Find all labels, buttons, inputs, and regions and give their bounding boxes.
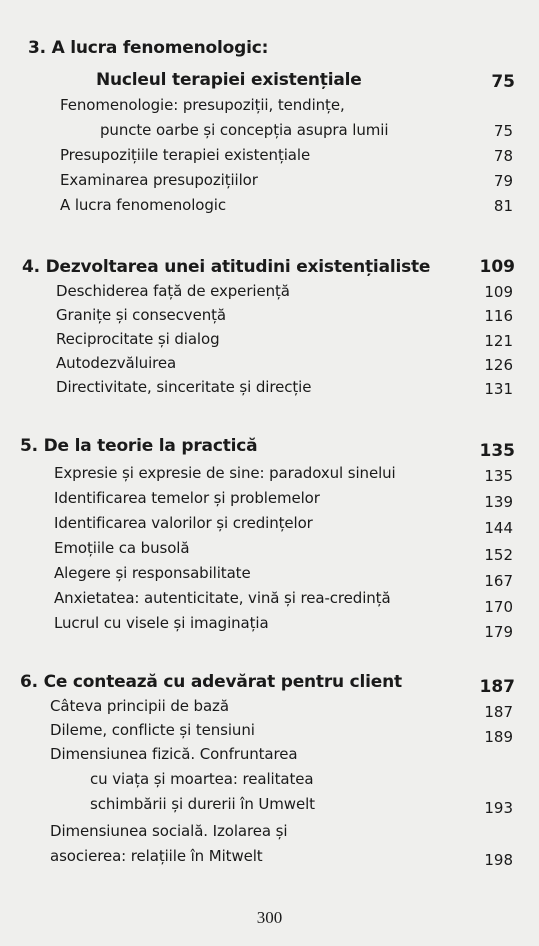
chapter-4-title: 4. Dezvoltarea unei atitudini existențialiste bbox=[22, 257, 431, 277]
toc-entry-line: Expresie și expresie de sine: paradoxul sinelui bbox=[54, 464, 396, 482]
toc-entry-line: Dimensiunea socială. Izolarea și bbox=[50, 822, 288, 840]
toc-entry-line: schimbării și durerii în Umwelt bbox=[90, 795, 315, 813]
chapter-5-page: 135 bbox=[479, 441, 515, 461]
toc-entry-line: Anxietatea: autenticitate, vină și rea-credință bbox=[54, 589, 391, 607]
toc-entry-line: Câteva principii de bază bbox=[50, 697, 229, 715]
toc-entry-line: Alegere și responsabilitate bbox=[54, 564, 251, 582]
toc-entry-line: Autodezvăluirea bbox=[56, 354, 177, 372]
toc-entry-page: 179 bbox=[484, 623, 513, 641]
toc-entry-page: 187 bbox=[484, 703, 513, 721]
toc-entry-line: asocierea: relațiile în Mitwelt bbox=[50, 847, 263, 865]
toc-entry-page: 167 bbox=[484, 572, 513, 590]
toc-entry-page: 78 bbox=[493, 147, 513, 165]
chapter-6-title: 6. Ce contează cu adevărat pentru client bbox=[20, 672, 402, 692]
toc-entry-line: Identificarea temelor și problemelor bbox=[54, 489, 320, 507]
chapter-5-title: 5. De la teorie la practică bbox=[20, 436, 258, 456]
toc-entry-page: 193 bbox=[484, 799, 513, 817]
toc-entry-line: Reciprocitate și dialog bbox=[56, 330, 220, 348]
chapter-3-title: 3. A lucra fenomenologic: bbox=[28, 38, 269, 58]
toc-entry-page: 131 bbox=[484, 380, 513, 398]
toc-entry-line: Fenomenologie: presupoziții, tendințe, bbox=[60, 96, 345, 114]
toc-entry-page: 121 bbox=[484, 332, 513, 350]
chapter-3-page: 75 bbox=[491, 72, 515, 92]
toc-entry-line: Emoțiile ca busolă bbox=[54, 539, 190, 557]
toc-entry-page: 189 bbox=[484, 728, 513, 746]
toc-entry-line: Deschiderea față de experiență bbox=[56, 282, 290, 300]
toc-entry-page: 152 bbox=[484, 546, 513, 564]
toc-entry-page: 126 bbox=[484, 356, 513, 374]
toc-entry-line: A lucra fenomenologic bbox=[60, 196, 226, 214]
toc-entry-line: Lucrul cu visele și imaginația bbox=[54, 614, 269, 632]
toc-entry-page: 75 bbox=[493, 122, 513, 140]
toc-entry-page: 198 bbox=[484, 851, 513, 869]
chapter-4-page: 109 bbox=[479, 257, 515, 277]
toc-entry-line: Dileme, conflicte și tensiuni bbox=[50, 721, 255, 739]
chapter-3-subtitle: Nucleul terapiei existențiale bbox=[96, 70, 362, 90]
toc-entry-page: 135 bbox=[484, 467, 513, 485]
toc-entry-page: 170 bbox=[484, 598, 513, 616]
toc-entry-page: 116 bbox=[484, 307, 513, 325]
toc-entry-page: 79 bbox=[493, 172, 513, 190]
toc-entry-page: 144 bbox=[484, 519, 513, 537]
toc-entry-line: Identificarea valorilor și credințelor bbox=[54, 514, 313, 532]
toc-entry-line: Directivitate, sinceritate și direcție bbox=[56, 378, 312, 396]
toc-entry-line: Presupozițiile terapiei existențiale bbox=[60, 146, 311, 164]
toc-entry-line: Examinarea presupozițiilor bbox=[60, 171, 258, 189]
toc-entry-page: 81 bbox=[493, 197, 513, 215]
toc-entry-line: Dimensiunea fizică. Confruntarea bbox=[50, 745, 298, 763]
toc-entry-line: puncte oarbe și concepția asupra lumii bbox=[100, 121, 389, 139]
toc-entry-page: 139 bbox=[484, 493, 513, 511]
chapter-6-page: 187 bbox=[479, 677, 515, 697]
page-number: 300 bbox=[256, 908, 283, 927]
toc-entry-line: Granițe și consecvență bbox=[56, 306, 226, 324]
toc-entry-page: 109 bbox=[484, 283, 513, 301]
toc-entry-line: cu viața și moartea: realitatea bbox=[90, 770, 314, 788]
